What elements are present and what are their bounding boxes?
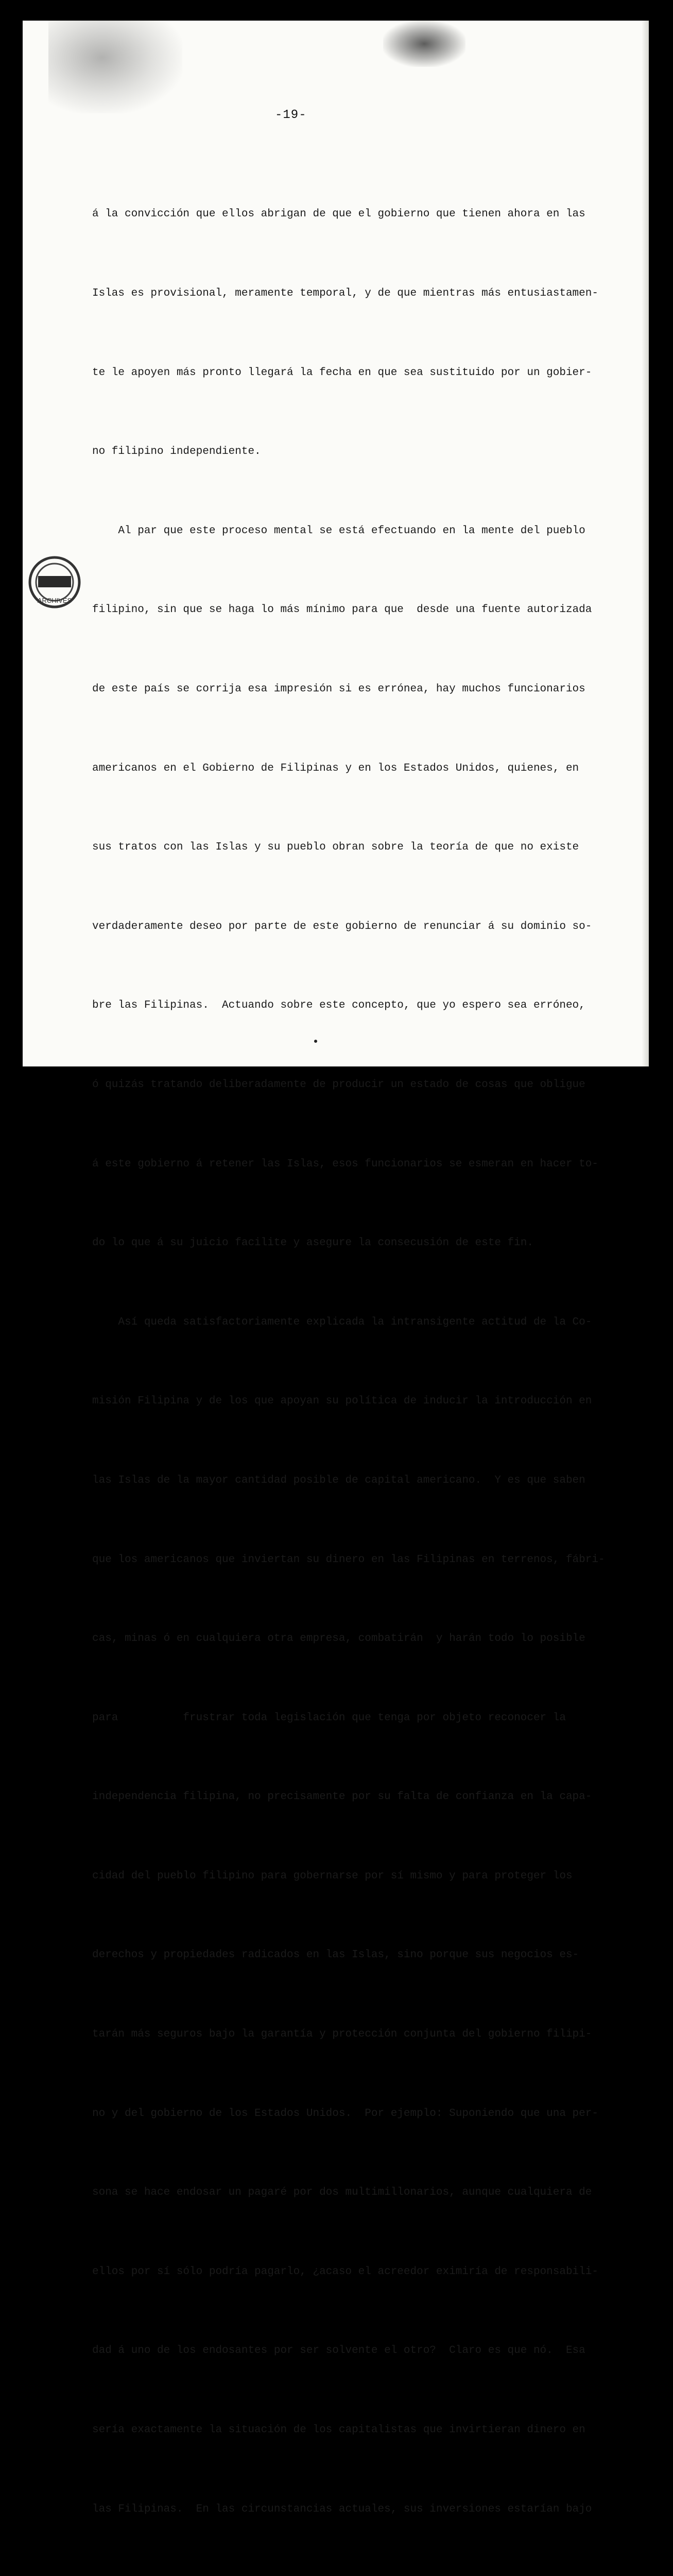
text-line: Así queda satisfactoriamente explicada la intransigente actitud de la Co- bbox=[92, 1316, 592, 1328]
text-line: Al par que este proceso mental se está efectuando en la mente del pueblo bbox=[92, 524, 585, 537]
text-line: Islas es provisional, meramente temporal, y de que mientras más entusiastamen- bbox=[92, 287, 598, 299]
text-line: bre las Filipinas. Actuando sobre este concepto, que yo espero sea erróneo, bbox=[92, 999, 585, 1012]
stamp-text: ARCHIVES bbox=[37, 597, 72, 604]
text-line: verdaderamente deseo por parte de este gobierno de renunciar á su dominio so- bbox=[92, 920, 592, 933]
text-line: tarán más seguros bajo la garantía y protección conjunta del gobierno filipi- bbox=[92, 2028, 592, 2041]
body-text bbox=[92, 148, 617, 2576]
text-line: á este gobierno á retener las Islas, esos funcionarios se esmeran en hacer to- bbox=[92, 1158, 598, 1170]
text-line: dad á uno de los endosantes por ser solvente el otro? Claro es que nó. Esa bbox=[92, 2345, 585, 2357]
text-line: sería exactamente la situación de los capitalistas que invirtieran dinero en bbox=[92, 2424, 585, 2436]
archive-stamp bbox=[23, 551, 84, 613]
document-page bbox=[23, 21, 649, 2515]
text-line: filipino, sin que se haga lo más mínimo para que desde una fuente autorizada bbox=[92, 604, 592, 616]
page-edge bbox=[642, 21, 649, 1066]
text-line: sus tratos con las Islas y su pueblo obran sobre la teoría de que no existe bbox=[92, 841, 579, 854]
smudge-mark bbox=[383, 21, 465, 67]
text-line: de este país se corrija esa impresión si es errónea, hay muchos funcionarios bbox=[92, 683, 585, 695]
text-line: misión Filipina y de los que apoyan su política de inducir la introducción en bbox=[92, 1395, 592, 1408]
page-number: -19- bbox=[275, 108, 307, 122]
text-line: que los americanos que inviertan su dinero en las Filipinas en terrenos, fábri- bbox=[92, 1553, 605, 1566]
text-line: ó quizás tratando deliberadamente de producir un estado de cosas que obligue bbox=[92, 1078, 585, 1091]
text-line: para frustrar toda legislación que tenga por objeto reconocer la bbox=[92, 1711, 566, 1724]
text-line: independencia filipina, no precisamente por su falta de confianza en la capa- bbox=[92, 1791, 592, 1803]
text-line: americanos en el Gobierno de Filipinas y en los Estados Unidos, quienes, en bbox=[92, 762, 579, 774]
text-line: te le apoyen más pronto llegará la fecha en que sea sustituido por un gobier- bbox=[92, 366, 592, 379]
text-line: do lo que á su juicio facilite y asegure la consecusión de este fin. bbox=[92, 1237, 533, 1249]
text-line: sona se hace endosar un pagaré por dos multimillonarios, aunque cualquiera de bbox=[92, 2187, 592, 2199]
text-line: las Islas de la mayor cantidad posible de capital americano. Y es que saben bbox=[92, 1474, 585, 1486]
smudge-mark bbox=[48, 21, 182, 113]
text-line: ellos por sí sólo podría pagarlo, ¿acaso el acreedor eximiría de responsabili- bbox=[92, 2265, 598, 2278]
text-line: á la convicción que ellos abrigan de que el gobierno que tienen ahora en las bbox=[92, 208, 585, 221]
text-line: no y del gobierno de los Estados Unidos. Por ejemplo: Suponiendo que una per- bbox=[92, 2107, 598, 2120]
text-line: las Filipinas. En las circunstancias actuales, sus inversiones estarían bajo bbox=[92, 2503, 592, 2515]
text-line: cidad del pueblo filipino para gobernarse por sí mismo y para proteger los bbox=[92, 1870, 573, 1882]
ink-dot bbox=[314, 1040, 317, 1043]
text-line: cas, minas ó en cualquiera otra empresa, combatirán y harán todo lo posible bbox=[92, 1633, 585, 1645]
text-line: no filipino independiente. bbox=[92, 446, 261, 458]
text-line: derechos y propiedades radicados en las Islas, sino porque sus negocios es- bbox=[92, 1949, 579, 1961]
